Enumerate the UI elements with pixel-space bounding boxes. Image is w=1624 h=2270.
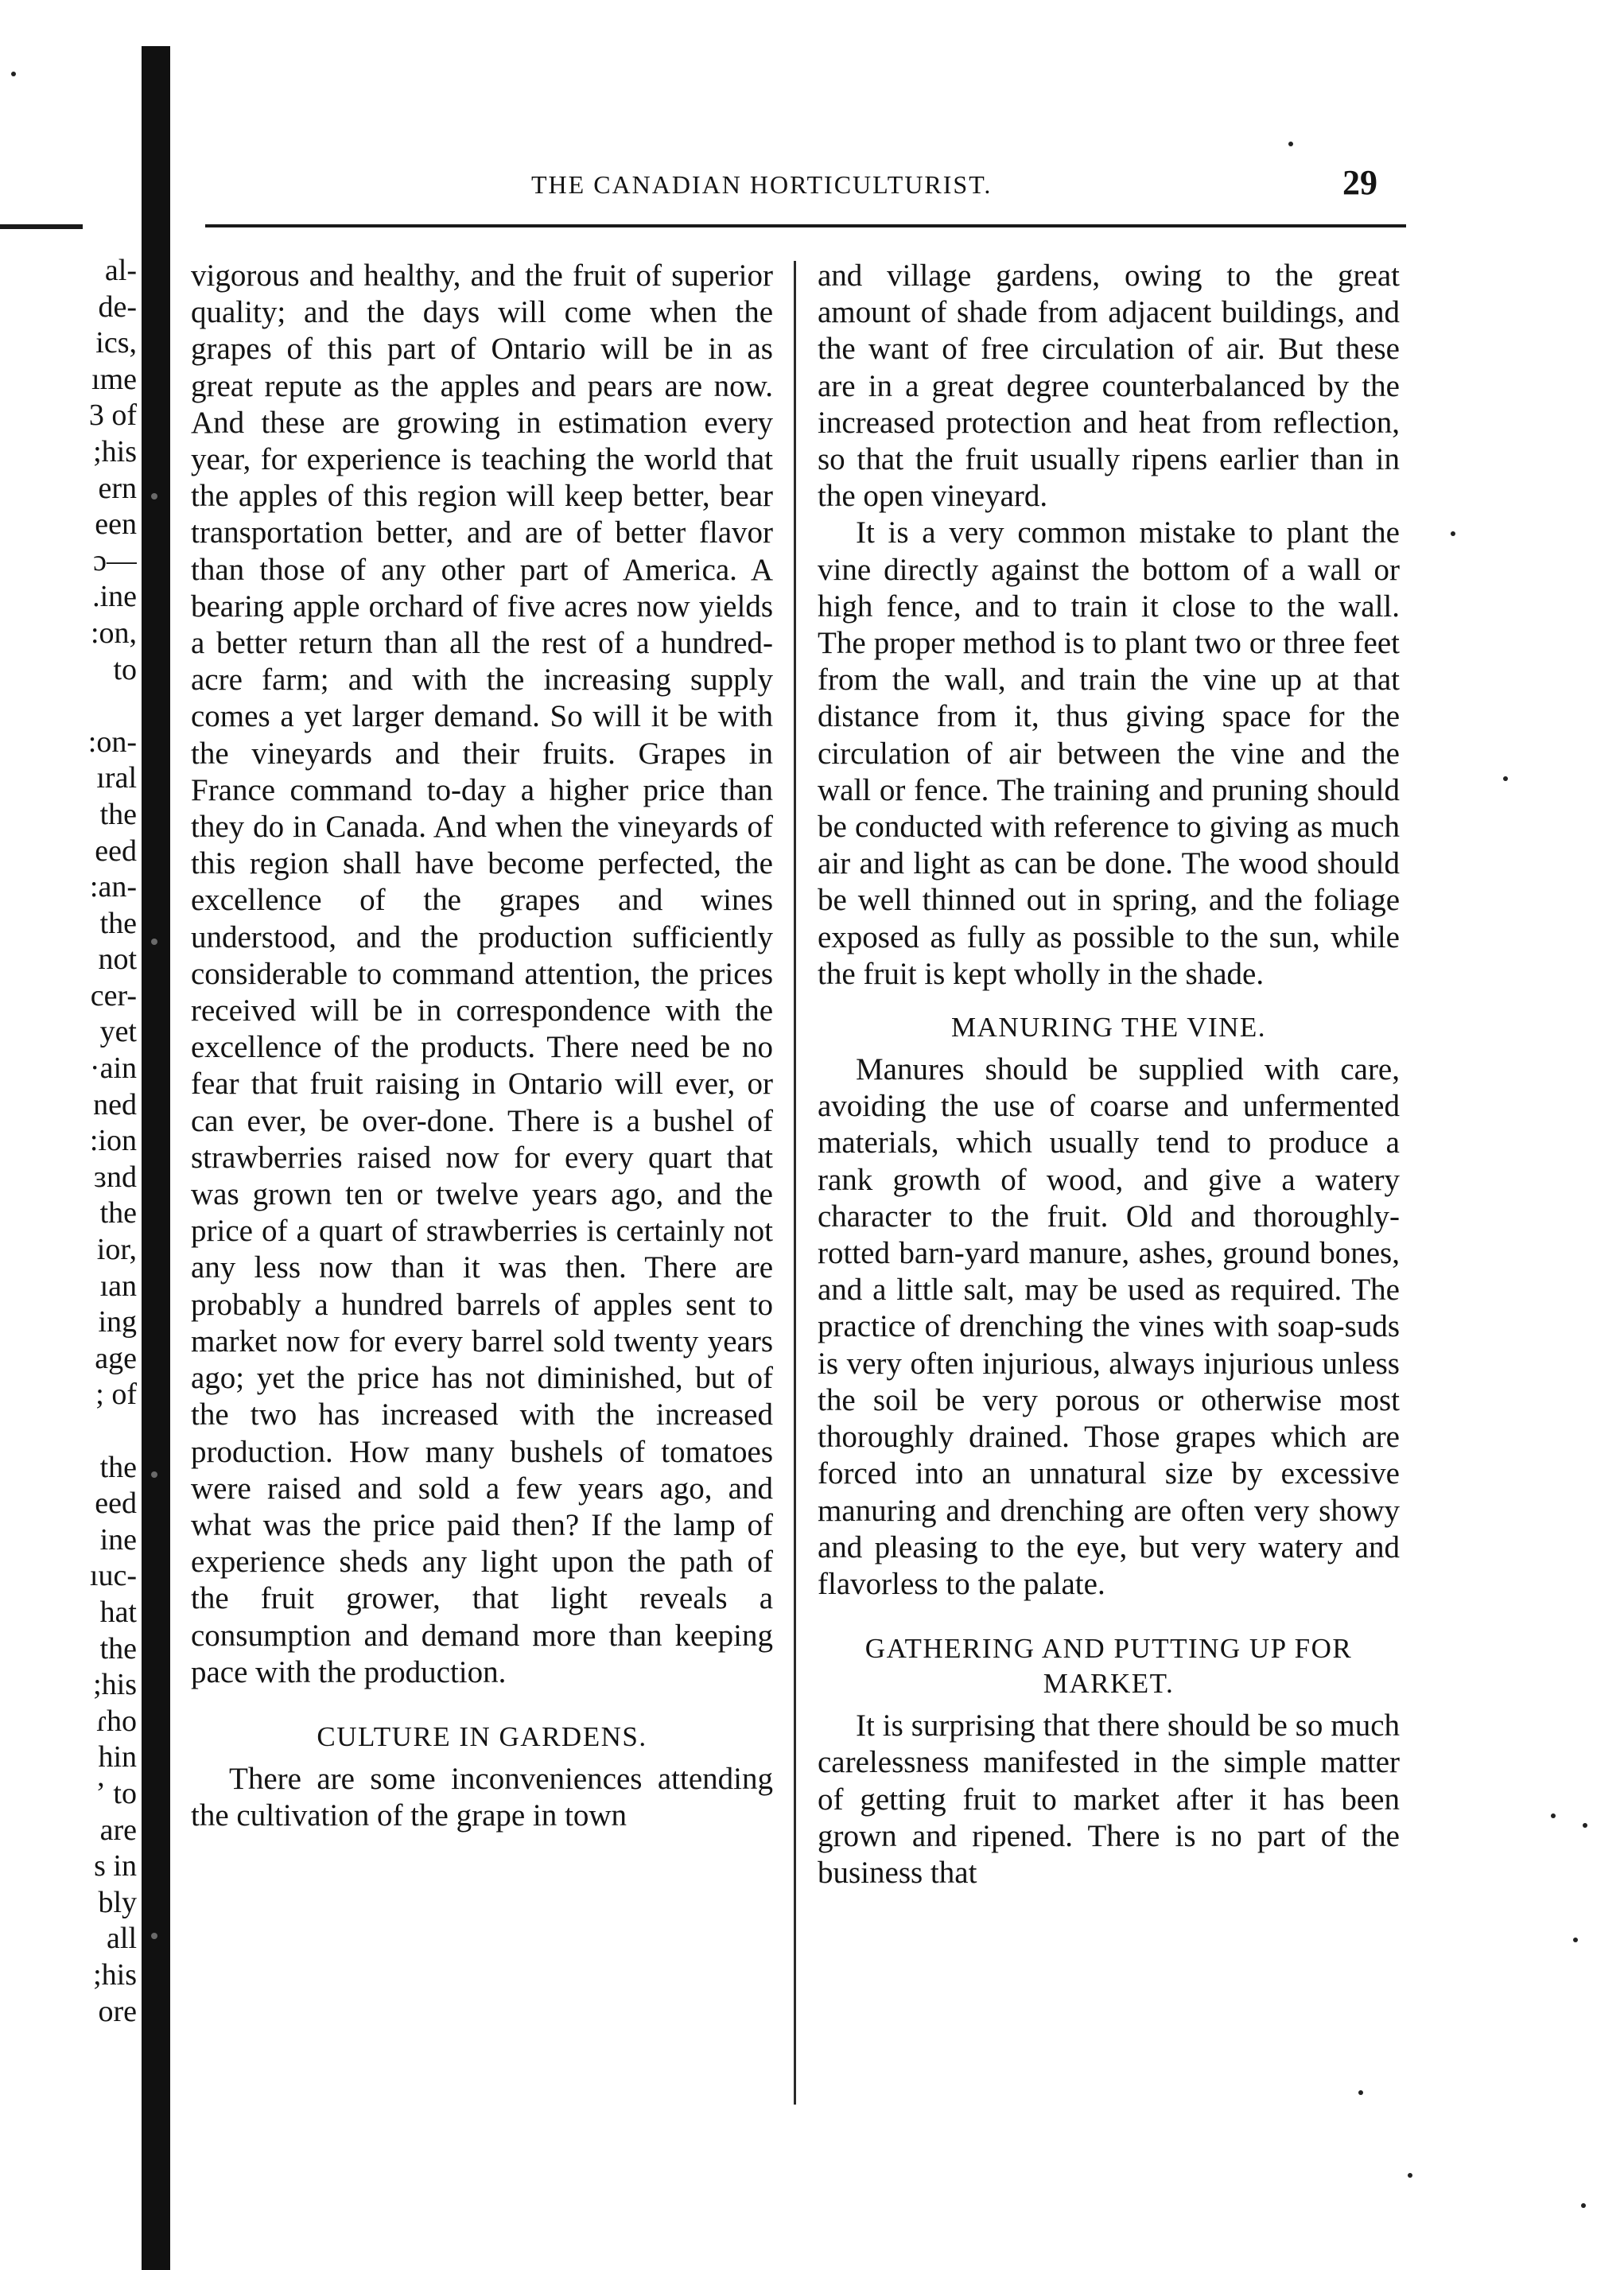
right-paragraph-3: Manures should be supplied with care, avoiding the use of coarse and unfermented materials, which usually tend to produce a rank growth of wood, and give a watery character to the fruit. Old and thoroughly-rotted barn-yard manure, ashes, ground bones, and a little salt, may be used as required. The practice of drenching the vines with soap-suds is very often injurious, always injurious unless the soil be very porous or otherwise most thoroughly drained. Those grapes which are forced into an unnatural size by excessive manuring and drenching are often very showy and pleasing to the eye, but very watery and flavorless to the palate. [818, 1052, 1400, 1601]
margin-fragment: al- [104, 254, 137, 287]
margin-fragment: are [99, 1813, 137, 1847]
spine-speck [151, 1471, 157, 1478]
margin-fragment: eed [95, 834, 137, 868]
margin-fragment: s in [94, 1849, 137, 1883]
margin-fragment: ʼ to [95, 1776, 137, 1810]
margin-fragment: ıan [99, 1269, 137, 1303]
column-divider [794, 261, 796, 2105]
margin-fragment: ;his [93, 1957, 137, 1992]
header-rule [205, 224, 1406, 227]
margin-fragment: ics, [95, 326, 137, 360]
ink-speck [1551, 1813, 1556, 1818]
margin-fragment: .ine [92, 580, 137, 614]
margin-fragment: ɾho [96, 1704, 137, 1738]
section-heading-gathering-for-market: GATHERING AND PUTTING UP FOR MARKET. [864, 1633, 1353, 1700]
margin-fragment: ior, [96, 1233, 137, 1267]
section-heading-culture-in-gardens: CULTURE IN GARDENS. [317, 1720, 647, 1752]
ink-speck [1503, 776, 1508, 781]
margin-fragment: ned [93, 1087, 137, 1121]
margin-fragment: een [95, 507, 137, 542]
margin-fragment: :ion [89, 1124, 137, 1158]
margin-fragment: ore [98, 1994, 137, 2028]
section-heading-manuring-the-vine: MANURING THE VINE. [950, 1012, 1267, 1044]
margin-fragment [68, 1413, 137, 1450]
margin-fragment: the [99, 1196, 137, 1230]
margin-fragment: not [98, 943, 137, 977]
spine-speck [151, 939, 157, 945]
ink-speck [1451, 531, 1455, 536]
margin-fragment: hin [98, 1740, 137, 1774]
ink-speck [1358, 2090, 1363, 2095]
spine-speck [151, 493, 157, 499]
margin-fragment: ern [98, 471, 137, 505]
left-column [191, 258, 773, 1834]
margin-fragment: ;his [93, 434, 137, 468]
margin-fragment: the [99, 797, 137, 831]
left-paragraph-1: vigorous and healthy, and the fruit of superior quality; and the days will come when the grapes of this part of Ontario will be in as great repute as the apples and pears are now. And these are growing in estimation every year, for experience is teaching the world that the apples of this region will keep better, bear transportation better, and are of better flavor than those of any other part of America. A bearing apple orchard of five acres now yields a better return than all the rest of a hundred-acre farm; and with the increasing supply comes a yet larger demand. So will it be with the vineyards and their fruits. Grapes in France command to-day a higher price than they do in Canada. And when the vineyards of this region shall have become perfected, the excellence of the grapes and wines understood, and the production sufficiently considerable to command attention, the prices received will be in correspondence with the excellence of the products. There need be no fear that fruit raising in Ontario will ever, or can ever, be over-done. There is a bushel of strawberries raised now for every quart that was grown ten or twelve years ago, and the price of a quart of strawberries is certainly not any less now than it was then. There are probably a hundred barrels of apples sent to market now for every barrel sold twenty years ago; yet the price has not diminished, but of the two has increased with the increased production. How many bushels of tomatoes were raised and sold a few years ago, and what was the price paid then? If the lamp of experience sheds any light upon the path of the fruit grower, that light reveals a consumption and demand more than keeping pace with the production. [191, 258, 773, 1689]
margin-fragment: :on- [87, 725, 137, 759]
margin-fragment: ; of [95, 1378, 137, 1412]
margin-fragment: ;his [93, 1668, 137, 1702]
adjacent-page-margin-text [68, 253, 137, 2030]
margin-fragment: eed [95, 1487, 137, 1521]
margin-fragment: the [99, 1450, 137, 1484]
margin-fragment: 3 of [88, 398, 137, 433]
ink-speck [1288, 142, 1293, 146]
page-number: 29 [1342, 163, 1377, 202]
ink-speck [1573, 1938, 1578, 1942]
margin-fragment: ıuc- [89, 1559, 137, 1593]
ink-speck [1408, 2173, 1412, 2178]
left-paragraph-2: There are some inconveniences attending the cultivation of the grape in town [191, 1761, 773, 1833]
margin-fragment: ɔ— [93, 543, 137, 577]
ink-speck [11, 72, 16, 76]
right-paragraph-1: and village gardens, owing to the great amount of shade from adjacent buildings, and the want of free circulation of air. But these are in a great degree counterbalanced by the increased protection and heat from reflection, so that the fruit usually ripens earlier than in the open vineyard. [818, 258, 1400, 514]
margin-fragment: ıral [96, 761, 137, 795]
margin-fragment: all [107, 1922, 137, 1956]
margin-fragment: ing [98, 1305, 137, 1339]
margin-fragment: the [99, 1631, 137, 1666]
right-column [818, 258, 1400, 1891]
margin-fragment: ɜnd [94, 1160, 137, 1194]
right-paragraph-4: It is surprising that there should be so much carelessness manifested in the simple matter of getting fruit to market after it has been grown and ripened. There is no part of the business that [818, 1708, 1400, 1890]
margin-fragment: to [113, 652, 137, 686]
margin-rule-fragment [0, 224, 83, 229]
margin-fragment: bly [98, 1885, 137, 1919]
margin-fragment: age [95, 1341, 137, 1375]
margin-fragment: de- [98, 290, 137, 324]
margin-fragment [68, 688, 137, 725]
ink-speck [1581, 2203, 1586, 2208]
margin-fragment: :an- [89, 870, 137, 904]
right-paragraph-2: It is a very common mistake to plant the vine directly against the bottom of a wall or high fence, and to train it close to the wall. The proper method is to plant two or three feet from the wall, and train the vine up at that distance from it, thus giving space for the circulation of air between the vine and the wall or fence. The training and pruning should be conducted with reference to giving as much air and light as can be done. The wood should be well thinned out in spring, and the foliage exposed as fully as possible to the sun, while the fruit is kept wholly in the shade. [818, 515, 1400, 991]
margin-fragment: ·ain [89, 1051, 137, 1086]
margin-fragment: hat [99, 1595, 137, 1629]
margin-fragment: yet [99, 1015, 137, 1049]
margin-fragment: ıme [91, 362, 137, 396]
running-head: THE CANADIAN HORTICULTURIST. [531, 170, 993, 199]
margin-fragment: :on, [90, 616, 137, 650]
spine-speck [151, 1933, 157, 1939]
margin-fragment: the [99, 906, 137, 940]
ink-speck [1583, 1823, 1587, 1828]
margin-fragment: ine [99, 1522, 137, 1557]
margin-fragment: cer- [90, 978, 137, 1013]
